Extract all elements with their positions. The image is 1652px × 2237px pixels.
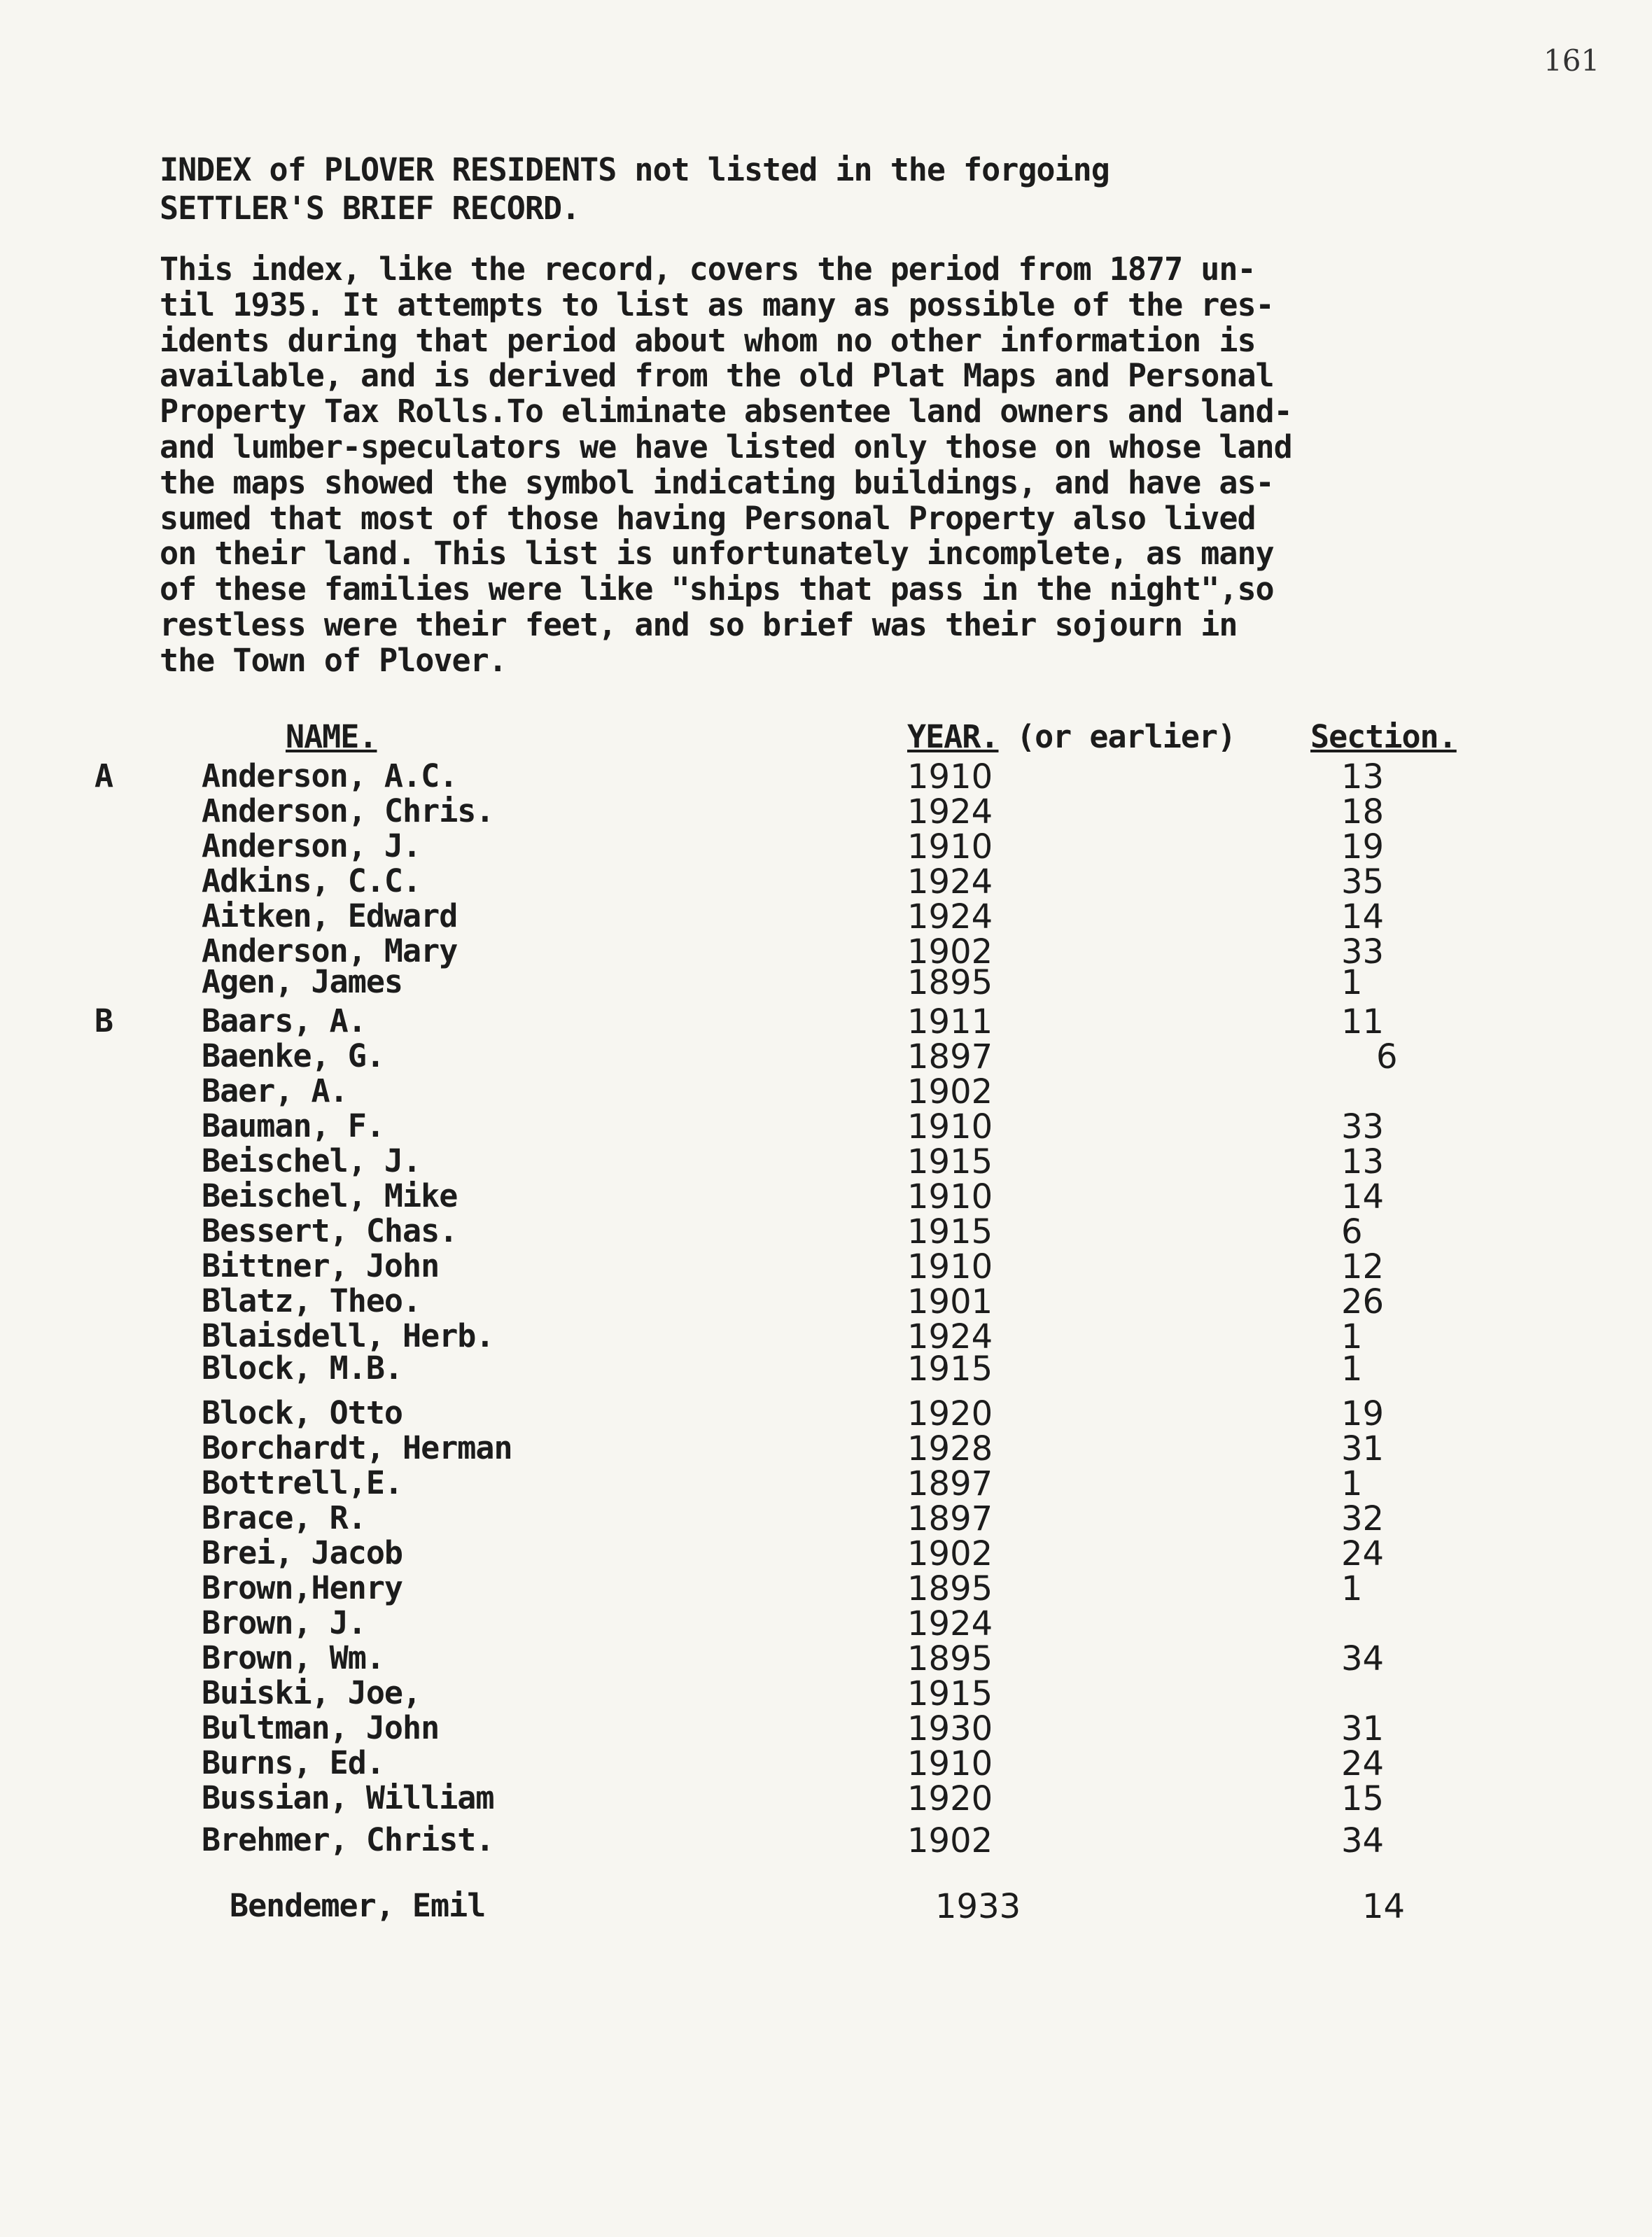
resident-year: 1910 bbox=[907, 1107, 993, 1146]
resident-section: 14 bbox=[1341, 897, 1385, 937]
table-row bbox=[0, 1887, 1652, 1926]
resident-year: 1897 bbox=[907, 1464, 993, 1503]
table-row bbox=[0, 1072, 1652, 1112]
table-row bbox=[0, 1569, 1652, 1606]
resident-year: 1910 bbox=[907, 1744, 993, 1783]
resident-section: 1 bbox=[1341, 1569, 1363, 1608]
table-row bbox=[0, 1821, 1652, 1858]
resident-section: 14 bbox=[1362, 1887, 1406, 1926]
resident-year: 1920 bbox=[907, 1779, 993, 1818]
resident-name: Anderson, Chris. bbox=[202, 792, 494, 829]
resident-section: 33 bbox=[1341, 932, 1385, 972]
table-row bbox=[0, 1709, 1652, 1746]
resident-name: Bultman, John bbox=[202, 1709, 440, 1746]
resident-section: 1 bbox=[1341, 1464, 1363, 1503]
title-line: SETTLER'S BRIEF RECORD. bbox=[160, 190, 580, 227]
table-row bbox=[0, 1499, 1652, 1536]
resident-name: Brei, Jacob bbox=[202, 1534, 403, 1571]
resident-section: 19 bbox=[1341, 827, 1385, 867]
resident-name: Bauman, F. bbox=[202, 1107, 384, 1144]
resident-name: Baars, A. bbox=[202, 1002, 366, 1039]
resident-year: 1895 bbox=[907, 1569, 993, 1608]
title-line: INDEX of PLOVER RESIDENTS not listed in the forgoing bbox=[160, 151, 1110, 188]
resident-section: 34 bbox=[1341, 1821, 1385, 1860]
resident-name: Bendemer, Emil bbox=[230, 1887, 486, 1924]
resident-year: 1915 bbox=[907, 1349, 993, 1389]
resident-name: Anderson, Mary bbox=[202, 932, 458, 969]
resident-year: 1902 bbox=[907, 1534, 993, 1573]
alphabet-letter: B bbox=[94, 1002, 114, 1039]
table-row bbox=[0, 1212, 1652, 1249]
resident-section: 11 bbox=[1341, 1002, 1385, 1042]
paragraph-line: restless were their feet, and so brief was their sojourn in bbox=[160, 605, 1238, 643]
paragraph-line: sumed that most of those having Personal Property also lived bbox=[160, 499, 1256, 537]
resident-year: 1911 bbox=[907, 1002, 993, 1042]
resident-year: 1902 bbox=[907, 932, 993, 972]
resident-name: Buiski, Joe, bbox=[202, 1674, 421, 1711]
resident-section: 1 bbox=[1341, 963, 1363, 1002]
table-row bbox=[0, 1142, 1652, 1179]
resident-year: 1910 bbox=[907, 757, 993, 797]
resident-year: 1902 bbox=[907, 1072, 993, 1112]
resident-year: 1928 bbox=[907, 1429, 993, 1468]
resident-year: 1924 bbox=[907, 792, 993, 832]
resident-year: 1895 bbox=[907, 963, 993, 1002]
resident-year: 1915 bbox=[907, 1142, 993, 1181]
resident-section: 35 bbox=[1341, 862, 1385, 902]
table-row bbox=[0, 1037, 1652, 1077]
table-row bbox=[0, 862, 1652, 902]
resident-name: Blatz, Theo. bbox=[202, 1282, 421, 1319]
paragraph-line: and lumber-speculators we have listed only those on whose land bbox=[160, 428, 1292, 465]
resident-name: Agen, James bbox=[202, 963, 403, 1000]
section-column-header: Section. bbox=[1310, 718, 1457, 755]
resident-name: Brehmer, Christ. bbox=[202, 1821, 494, 1858]
table-row bbox=[0, 1282, 1652, 1319]
resident-year: 1915 bbox=[907, 1212, 993, 1251]
resident-section: 13 bbox=[1341, 1142, 1385, 1181]
index-title bbox=[160, 150, 1110, 227]
table-row bbox=[0, 1744, 1652, 1781]
resident-section: 1 bbox=[1341, 1349, 1363, 1389]
resident-name: Block, M.B. bbox=[202, 1349, 403, 1387]
year-column-header: YEAR. bbox=[907, 718, 999, 755]
resident-section: 19 bbox=[1341, 1394, 1385, 1433]
resident-name: Brown,Henry bbox=[202, 1569, 403, 1606]
alphabet-letter: A bbox=[94, 757, 114, 794]
year-column-note: (or earlier) bbox=[1016, 718, 1236, 755]
resident-section: 18 bbox=[1341, 792, 1385, 832]
table-row bbox=[0, 1107, 1652, 1144]
table-row bbox=[0, 1394, 1652, 1431]
table-row bbox=[0, 1534, 1652, 1571]
paragraph-line: the maps showed the symbol indicating buildings, and have as- bbox=[160, 463, 1274, 501]
table-row bbox=[0, 827, 1652, 867]
resident-name: Burns, Ed. bbox=[202, 1744, 384, 1781]
name-column-header: NAME. bbox=[286, 718, 377, 755]
resident-year: 1924 bbox=[907, 1604, 993, 1643]
resident-name: Anderson, J. bbox=[202, 827, 421, 864]
resident-name: Baenke, G. bbox=[202, 1037, 384, 1074]
table-row bbox=[0, 1674, 1652, 1711]
paragraph-line: This index, like the record, covers the period from 1877 un- bbox=[160, 251, 1256, 288]
resident-section: 34 bbox=[1341, 1639, 1385, 1678]
resident-section: 32 bbox=[1341, 1499, 1385, 1538]
page-number: 161 bbox=[1544, 43, 1600, 78]
resident-name: Bussian, William bbox=[202, 1779, 494, 1816]
resident-name: Beischel, J. bbox=[202, 1142, 421, 1179]
table-row bbox=[0, 1177, 1652, 1214]
paragraph-line: of these families were like "ships that pass in the night",so bbox=[160, 570, 1274, 608]
resident-year: 1924 bbox=[907, 897, 993, 937]
table-row bbox=[0, 1639, 1652, 1676]
resident-section: 6 bbox=[1341, 1212, 1363, 1251]
table-row bbox=[0, 1002, 1652, 1042]
resident-section: 6 bbox=[1376, 1037, 1398, 1077]
table-row bbox=[0, 1779, 1652, 1816]
resident-section: 33 bbox=[1341, 1107, 1385, 1146]
resident-name: Bottrell,E. bbox=[202, 1464, 403, 1501]
resident-year: 1910 bbox=[907, 827, 993, 867]
paragraph-line: Property Tax Rolls.To eliminate absentee land owners and land- bbox=[160, 393, 1292, 430]
resident-name: Brown, J. bbox=[202, 1604, 366, 1641]
paragraph-line: idents during that period about whom no other information is bbox=[160, 321, 1256, 359]
resident-name: Baer, A. bbox=[202, 1072, 348, 1109]
table-row bbox=[0, 1247, 1652, 1284]
resident-section: 12 bbox=[1341, 1247, 1385, 1286]
table-row bbox=[0, 963, 1652, 1000]
resident-year: 1910 bbox=[907, 1247, 993, 1286]
resident-section: 26 bbox=[1341, 1282, 1385, 1321]
resident-year: 1897 bbox=[907, 1499, 993, 1538]
table-row bbox=[0, 1464, 1652, 1501]
resident-name: Anderson, A.C. bbox=[202, 757, 458, 794]
intro-paragraph bbox=[160, 252, 1292, 679]
resident-name: Adkins, C.C. bbox=[202, 862, 421, 899]
paragraph-line: available, and is derived from the old Plat Maps and Personal bbox=[160, 357, 1274, 395]
resident-section: 31 bbox=[1341, 1429, 1385, 1468]
resident-year: 1930 bbox=[907, 1709, 993, 1748]
resident-section: 14 bbox=[1341, 1177, 1385, 1216]
resident-name: Brace, R. bbox=[202, 1499, 366, 1536]
table-row bbox=[0, 1349, 1652, 1389]
resident-year: 1897 bbox=[907, 1037, 993, 1077]
paragraph-line: til 1935. It attempts to list as many as possible of the res- bbox=[160, 286, 1274, 323]
resident-name: Blaisdell, Herb. bbox=[202, 1317, 494, 1354]
resident-name: Aitken, Edward bbox=[202, 897, 458, 934]
resident-section: 13 bbox=[1341, 757, 1385, 797]
resident-name: Bessert, Chas. bbox=[202, 1212, 458, 1249]
table-row bbox=[0, 792, 1652, 832]
table-row bbox=[0, 757, 1652, 797]
resident-year: 1901 bbox=[907, 1282, 993, 1321]
paragraph-line: the Town of Plover. bbox=[160, 641, 507, 679]
resident-name: Borchardt, Herman bbox=[202, 1429, 512, 1466]
resident-name: Bittner, John bbox=[202, 1247, 440, 1284]
table-row bbox=[0, 1604, 1652, 1641]
resident-section: 31 bbox=[1341, 1709, 1385, 1748]
resident-year: 1920 bbox=[907, 1394, 993, 1433]
table-row bbox=[0, 897, 1652, 937]
resident-section: 1 bbox=[1341, 1317, 1363, 1356]
table-row bbox=[0, 1429, 1652, 1466]
resident-year: 1895 bbox=[907, 1639, 993, 1678]
resident-year: 1902 bbox=[907, 1821, 993, 1860]
resident-name: Brown, Wm. bbox=[202, 1639, 384, 1676]
table-row bbox=[0, 1317, 1652, 1354]
resident-section: 15 bbox=[1341, 1779, 1385, 1818]
resident-year: 1933 bbox=[935, 1887, 1021, 1926]
resident-section: 24 bbox=[1341, 1744, 1385, 1783]
resident-year: 1915 bbox=[907, 1674, 993, 1713]
paragraph-line: on their land. This list is unfortunately incomplete, as many bbox=[160, 535, 1274, 573]
resident-name: Block, Otto bbox=[202, 1394, 403, 1431]
resident-year: 1924 bbox=[907, 1317, 993, 1356]
resident-section: 24 bbox=[1341, 1534, 1385, 1573]
resident-year: 1910 bbox=[907, 1177, 993, 1216]
resident-name: Beischel, Mike bbox=[202, 1177, 458, 1214]
resident-year: 1924 bbox=[907, 862, 993, 902]
